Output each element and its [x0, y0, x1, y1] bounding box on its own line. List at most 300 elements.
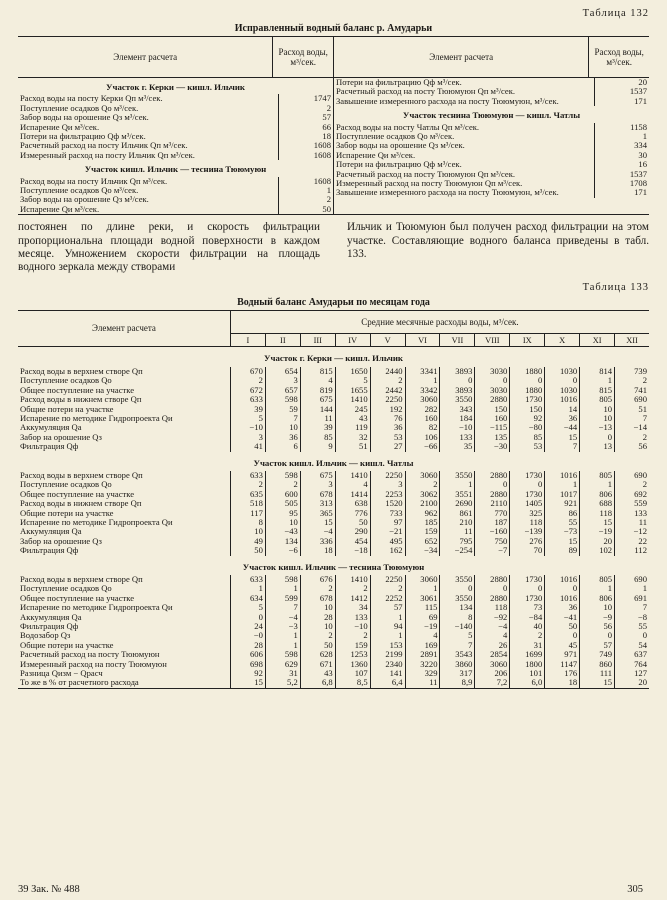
- t133-cell: 5,2: [265, 678, 300, 688]
- t133-cell: 518: [230, 499, 265, 508]
- t133-cell: 325: [510, 509, 545, 518]
- t133-cell: −0: [230, 631, 265, 640]
- t132-row-label-text: Завышение измеренного расхода на посту Тююмуюн, м³/сек.: [335, 188, 559, 198]
- t133-cell: 3: [370, 480, 405, 489]
- t133-cell: 1017: [545, 490, 580, 499]
- t133-cell: 73: [510, 603, 545, 612]
- t132-row-value: 1537: [595, 87, 650, 96]
- t133-cell: 5: [335, 376, 370, 385]
- t133-cell: −7: [475, 546, 510, 555]
- t132-row: [18, 160, 333, 176]
- t132-row-label: [18, 195, 278, 204]
- t133-cell: 1800: [510, 660, 545, 669]
- t132-row-label: [334, 160, 595, 169]
- t133-cell: −115: [475, 423, 510, 432]
- t133-cell: −10: [335, 622, 370, 631]
- t133-cell: −92: [475, 613, 510, 622]
- t133-cell: −140: [440, 622, 475, 631]
- t133-cell: 89: [545, 546, 580, 555]
- table-133: [18, 310, 649, 688]
- t133-cell: 638: [335, 499, 370, 508]
- t133-cell: 31: [510, 641, 545, 650]
- t133-cell: 206: [475, 669, 510, 678]
- t133-cell: 815: [300, 367, 335, 376]
- t132-row-label-text: Забор воды на орошение Qз м³/сек.: [335, 141, 465, 151]
- t132-row-value: 2: [278, 195, 333, 204]
- t133-cell: 144: [300, 405, 335, 414]
- t133-cell: 3060: [405, 471, 440, 480]
- t133-cell: 971: [545, 650, 580, 659]
- t133-cell: 36: [370, 423, 405, 432]
- t133-month-header: XI: [580, 334, 615, 347]
- t133-cell: 2: [510, 631, 545, 640]
- t132-section-title: Участок кишл. Ильчик — теснина Тююмуюн: [84, 164, 267, 175]
- t133-cell: 2690: [440, 499, 475, 508]
- t133-cell: 0: [475, 480, 510, 489]
- t133-cell: 0: [580, 631, 615, 640]
- t133-cell: 276: [510, 537, 545, 546]
- t133-cell: 921: [545, 499, 580, 508]
- t133-cell: 36: [265, 433, 300, 442]
- table-133-title: Водный баланс Амударьи по месяцам года: [237, 297, 430, 309]
- t133-cell: 495: [370, 537, 405, 546]
- t133-cell: 127: [615, 669, 649, 678]
- t132-row: [334, 97, 649, 106]
- t133-cell: 141: [370, 669, 405, 678]
- t133-cell: 3550: [440, 594, 475, 603]
- t133-cell: 454: [335, 537, 370, 546]
- t132-row-label-text: Забор воды на орошение Qз м³/сек.: [20, 195, 149, 205]
- t133-cell: 10: [265, 518, 300, 527]
- t133-cell: 11: [300, 414, 335, 423]
- t133-cell: 15: [580, 678, 615, 688]
- t133-cell: 861: [440, 509, 475, 518]
- t133-row-label: Расход воды в верхнем створе Qп: [20, 365, 143, 376]
- t133-cell: 153: [370, 641, 405, 650]
- t133-cell: 0: [545, 584, 580, 593]
- t133-cell: 7: [615, 414, 649, 423]
- t133-cell: 7: [545, 442, 580, 451]
- t132-section-title: Участок г. Керки — кишл. Ильчик: [106, 82, 245, 92]
- t133-cell: 2: [370, 376, 405, 385]
- t132-row: [18, 195, 333, 204]
- t133-cell: 1030: [545, 386, 580, 395]
- t132-row-label-text: Измеренный расход на посту Ильчик Qп м³/сек.: [20, 150, 195, 160]
- t133-cell: 633: [230, 471, 265, 480]
- t133-cell: 2880: [475, 594, 510, 603]
- t133-cell: 7,2: [475, 678, 510, 688]
- t133-cell: 1016: [545, 395, 580, 404]
- t133-cell: 1147: [545, 660, 580, 669]
- t132-row-label: [334, 170, 595, 179]
- t132-row: [18, 104, 333, 113]
- t133-cell: 4: [335, 480, 370, 489]
- t133-cell: −6: [265, 546, 300, 555]
- t132-row-value: 20: [595, 78, 650, 87]
- t133-cell: 10: [230, 527, 265, 536]
- t133-cell: 2880: [475, 395, 510, 404]
- t133-table-row: [18, 527, 649, 536]
- t133-cell: 185: [405, 518, 440, 527]
- t133-cell: 1253: [335, 650, 370, 659]
- t132-header-value-right: Расход воды, м³/сек.: [589, 37, 649, 78]
- body-text-right: Ильчик и Тююмуюн был получен расход фильтрации на этом участке. Составляющие водного баланса приведены в табл. 133.: [347, 221, 649, 260]
- t133-cell: 678: [300, 490, 335, 499]
- t133-table-row: [18, 471, 649, 480]
- t133-cell: −84: [510, 613, 545, 622]
- t133-cell: 45: [545, 641, 580, 650]
- t133-cell: 690: [615, 471, 649, 480]
- t133-cell: 0: [580, 433, 615, 442]
- t133-table-row: [18, 678, 649, 688]
- t132-row-label-text: Испарение Qи м³/сек.: [20, 122, 100, 132]
- t133-cell: 1: [545, 480, 580, 489]
- t133-cell: 119: [335, 423, 370, 432]
- t133-month-header: VII: [440, 334, 475, 347]
- t133-section-row: [18, 347, 649, 367]
- t133-cell: 10: [580, 414, 615, 423]
- t133-cell: 2854: [475, 650, 510, 659]
- t132-row: [334, 141, 649, 150]
- t133-cell: 56: [615, 442, 649, 451]
- t133-cell: 2: [615, 433, 649, 442]
- t133-cell: 27: [370, 442, 405, 451]
- t133-table-row: [18, 442, 649, 451]
- t132-row-label: [18, 132, 278, 141]
- t133-cell: 50: [335, 518, 370, 527]
- t133-cell: 1699: [510, 650, 545, 659]
- t133-cell: 22: [615, 537, 649, 546]
- t133-cell: 3030: [475, 386, 510, 395]
- t132-row: [334, 87, 649, 96]
- t132-row-label-text: Расчетный расход на посту Ильчик Qп м³/сек.: [20, 141, 188, 151]
- t132-row-label: [18, 104, 278, 113]
- t133-cell: −254: [440, 546, 475, 555]
- t132-row-value: 1708: [595, 179, 650, 188]
- t133-cell: −8: [615, 613, 649, 622]
- t133-cell: 1730: [510, 471, 545, 480]
- t133-cell: 95: [265, 509, 300, 518]
- t133-cell: 6,0: [510, 678, 545, 688]
- t132-row-value: 1: [278, 186, 333, 195]
- t133-cell: 1730: [510, 575, 545, 584]
- t133-cell: 598: [265, 395, 300, 404]
- t132-row-label: [334, 179, 595, 188]
- t133-cell: 169: [405, 641, 440, 650]
- t133-cell: 634: [230, 594, 265, 603]
- body-text: [18, 221, 649, 274]
- t133-cell: 2110: [475, 499, 510, 508]
- t133-cell: 1655: [335, 386, 370, 395]
- t133-cell: 15: [230, 678, 265, 688]
- t133-cell: 0: [440, 584, 475, 593]
- t133-cell: 692: [615, 490, 649, 499]
- t133-row-label: Расход воды в нижнем створе Qп: [20, 394, 142, 405]
- t133-row-label: Общие потери на участке: [20, 403, 114, 414]
- t133-cell: 676: [300, 575, 335, 584]
- t133-cell: 654: [265, 367, 300, 376]
- t132-row: [18, 78, 333, 94]
- t133-cell: 1880: [510, 386, 545, 395]
- t133-cell: 1: [615, 584, 649, 593]
- t133-cell: 57: [370, 603, 405, 612]
- t133-cell: 15: [300, 518, 335, 527]
- body-text-left: постоянен по длине реки, и скорость фильтрации пропорциональна площади водной поверхности в каждом месяце. Умножением скорости фильтрации на площадь водного зеркала между створами: [18, 221, 320, 274]
- t132-row-label: [18, 151, 278, 160]
- t133-cell: 690: [615, 575, 649, 584]
- t132-row-label: [334, 123, 595, 132]
- t133-cell: 0: [545, 631, 580, 640]
- t133-cell: 814: [580, 367, 615, 376]
- t133-cell: 39: [300, 423, 335, 432]
- t133-cell: −3: [265, 622, 300, 631]
- t133-cell: 55: [615, 622, 649, 631]
- t133-cell: 10: [580, 603, 615, 612]
- t132-left-column: [18, 78, 333, 214]
- t133-cell: 598: [265, 575, 300, 584]
- t132-row-label: [18, 123, 278, 132]
- t133-cell: 85: [300, 433, 335, 442]
- t132-row-value: 1608: [278, 151, 333, 160]
- t133-cell: 1520: [370, 499, 405, 508]
- t132-row: [18, 151, 333, 160]
- page-footer: [18, 884, 649, 895]
- t133-cell: 0: [510, 584, 545, 593]
- t133-cell: 53: [510, 442, 545, 451]
- t132-row: [18, 123, 333, 132]
- t133-cell: 133: [440, 433, 475, 442]
- t133-cell: 4: [300, 376, 335, 385]
- t133-cell: 805: [580, 575, 615, 584]
- t133-cell: 1730: [510, 395, 545, 404]
- t132-row-label: [334, 141, 595, 150]
- t133-cell: 606: [230, 650, 265, 659]
- t133-cell: 18: [300, 546, 335, 555]
- t133-cell: 2880: [475, 575, 510, 584]
- t133-cell: 3893: [440, 367, 475, 376]
- t133-cell: 6: [265, 442, 300, 451]
- t132-row-label-text: Поступление осадков Qо м³/сек.: [20, 186, 139, 196]
- t133-cell: 26: [475, 641, 510, 650]
- t133-cell: 559: [615, 499, 649, 508]
- document-page: [18, 8, 649, 895]
- t133-cell: 9: [300, 442, 335, 451]
- t133-table-row: [18, 433, 649, 442]
- t133-cell: 101: [510, 669, 545, 678]
- t132-row-value: 30: [595, 151, 650, 160]
- t133-cell: 819: [300, 386, 335, 395]
- t133-cell: 3550: [440, 395, 475, 404]
- t132-row-label-text: Поступление осадков Qо м³/сек.: [335, 132, 455, 142]
- t133-cell: 160: [405, 414, 440, 423]
- t133-cell: 635: [230, 490, 265, 499]
- t133-cell: 290: [335, 527, 370, 536]
- t133-cell: 54: [615, 641, 649, 650]
- t133-cell: 329: [405, 669, 440, 678]
- t133-cell: 805: [580, 395, 615, 404]
- t133-cell: 2440: [370, 367, 405, 376]
- t133-table-row: [18, 546, 649, 555]
- t133-cell: 2252: [370, 594, 405, 603]
- t132-row: [18, 141, 333, 150]
- t133-cell: 210: [440, 518, 475, 527]
- t133-month-header: I: [230, 334, 265, 347]
- t132-row: [18, 205, 333, 214]
- t133-cell: 505: [265, 499, 300, 508]
- t132-row-label-text: Испарение Qи м³/сек.: [335, 150, 416, 160]
- table-132-label: Таблица 132: [582, 8, 649, 19]
- t133-cell: 675: [300, 395, 335, 404]
- t133-cell: −19: [580, 527, 615, 536]
- t133-cell: 102: [580, 546, 615, 555]
- t133-cell: 35: [440, 442, 475, 451]
- t132-row-label-text: Испарение Qи м³/сек.: [20, 204, 100, 214]
- t132-row-label-text: Потери на фильтрацию Qф м³/сек.: [20, 132, 146, 142]
- t133-cell: 2: [300, 631, 335, 640]
- t133-cell: 3: [230, 433, 265, 442]
- t132-row: [18, 186, 333, 195]
- t133-month-header: XII: [615, 334, 649, 347]
- t133-cell: 5: [230, 603, 265, 612]
- t133-cell: 43: [335, 414, 370, 423]
- t133-cell: 11: [440, 527, 475, 536]
- t133-cell: 92: [510, 414, 545, 423]
- t133-cell: 1730: [510, 594, 545, 603]
- t132-row: [334, 160, 649, 169]
- t133-cell: 15: [580, 518, 615, 527]
- t133-row-label: Разница Qизм − Qрасч: [20, 668, 103, 679]
- t133-cell: 2250: [370, 471, 405, 480]
- t133-cell: 3: [265, 376, 300, 385]
- t132-row: [334, 151, 649, 160]
- t133-table-row: [18, 613, 649, 622]
- t133-cell: 1: [440, 480, 475, 489]
- t132-row-value: 1537: [595, 170, 650, 179]
- t132-row-label-text: Забор воды на орошение Qз м³/сек.: [20, 113, 149, 123]
- t132-row: [334, 132, 649, 141]
- t133-cell: 3060: [475, 660, 510, 669]
- t133-cell: 97: [370, 518, 405, 527]
- t133-cell: 106: [405, 433, 440, 442]
- t133-cell: 1016: [545, 471, 580, 480]
- t133-cell: 691: [615, 594, 649, 603]
- t133-cell: 1: [405, 376, 440, 385]
- t133-cell: 133: [615, 509, 649, 518]
- t132-row-label-text: Расчетный расход на посту Тююмуюн Qп м³/сек.: [335, 169, 516, 179]
- t132-row-value: 1158: [595, 123, 650, 132]
- t133-cell: 10: [580, 405, 615, 414]
- t133-row-label: Фильтрация Qф: [20, 621, 79, 632]
- t133-cell: 107: [335, 669, 370, 678]
- t133-row-label: Забор на орошение Qз: [20, 431, 102, 442]
- t133-cell: 150: [510, 405, 545, 414]
- t133-cell: 1: [580, 584, 615, 593]
- t133-cell: 2100: [405, 499, 440, 508]
- t133-cell: 313: [300, 499, 335, 508]
- t133-cell: 10: [300, 622, 335, 631]
- t133-cell: 36: [545, 603, 580, 612]
- t133-row-label: То же в % от расчетного расхода: [20, 677, 139, 688]
- t133-cell: 1410: [335, 471, 370, 480]
- t133-cell: −19: [405, 622, 440, 631]
- t133-cell: 0: [440, 376, 475, 385]
- t132-row-label: [334, 151, 595, 160]
- t133-cell: 1016: [545, 594, 580, 603]
- t133-cell: 5: [230, 414, 265, 423]
- t133-cell: 1650: [335, 367, 370, 376]
- t133-cell: 806: [580, 594, 615, 603]
- t133-cell: 2: [300, 584, 335, 593]
- t133-cell: 1360: [335, 660, 370, 669]
- t133-cell: 18: [545, 678, 580, 688]
- t133-month-header: VIII: [475, 334, 510, 347]
- t133-cell: 20: [615, 678, 649, 688]
- t133-cell: 6,8: [300, 678, 335, 688]
- t133-cell: 135: [475, 433, 510, 442]
- t133-cell: 1410: [335, 575, 370, 584]
- t132-row-value: 1747: [278, 94, 333, 103]
- t132-row-value: 1608: [278, 141, 333, 150]
- t133-cell: 1: [230, 584, 265, 593]
- t133-row-label: Расход воды в верхнем створе Qп: [20, 574, 143, 584]
- t133-month-header: V: [370, 334, 405, 347]
- t132-header-element-left: Элемент расчета: [18, 37, 273, 78]
- t133-row-label: Испарение по методике Гидропроекта Qи: [20, 412, 173, 423]
- t133-row-label: Фильтрация Qф: [20, 545, 79, 556]
- t133-cell: 1: [265, 641, 300, 650]
- t132-row-label-text: Расчетный расход на посту Тююмуюн Qп м³/сек.: [335, 87, 516, 97]
- t133-cell: 2: [335, 584, 370, 593]
- t133-cell: 14: [545, 405, 580, 414]
- t133-cell: 49: [230, 537, 265, 546]
- t133-cell: 8: [440, 613, 475, 622]
- t133-cell: 1730: [510, 490, 545, 499]
- t133-cell: 2442: [370, 386, 405, 395]
- t133-cell: 0: [510, 480, 545, 489]
- t133-row-label: Общее поступление на участке: [20, 384, 135, 395]
- t133-row-label: Забор на орошение Qз: [20, 535, 102, 546]
- t133-month-header: III: [300, 334, 335, 347]
- t133-cell: 2199: [370, 650, 405, 659]
- t133-cell: 57: [580, 641, 615, 650]
- t133-cell: 637: [615, 650, 649, 659]
- t133-cell: 1016: [545, 575, 580, 584]
- t132-row-label-text: Потери на фильтрацию Qф м³/сек.: [335, 78, 462, 87]
- t133-cell: 770: [475, 509, 510, 518]
- t133-cell: 2891: [405, 650, 440, 659]
- t133-row-label: Общие потери на участке: [20, 639, 114, 650]
- table-133-label: Таблица 133: [582, 282, 649, 294]
- t133-cell: 117: [230, 509, 265, 518]
- t133-cell: 3061: [405, 594, 440, 603]
- t133-cell: 10: [265, 423, 300, 432]
- t133-cell: 34: [335, 603, 370, 612]
- t133-cell: 7: [615, 603, 649, 612]
- t133-month-header: II: [265, 334, 300, 347]
- t132-row-label-text: Измеренный расход на посту Тююмуюн Qп м³/сек.: [335, 179, 523, 189]
- t133-cell: 3893: [440, 386, 475, 395]
- t132-row-value: 334: [595, 141, 650, 150]
- page-number: 305: [627, 884, 643, 895]
- t133-cell: 50: [300, 641, 335, 650]
- t133-cell: −30: [475, 442, 510, 451]
- t133-row-label: Поступление осадков Qо: [20, 479, 112, 490]
- t133-cell: −4: [300, 527, 335, 536]
- t133-cell: −12: [615, 527, 649, 536]
- t132-row-label-text: Потери на фильтрацию Qф м³/сек.: [335, 160, 462, 170]
- t133-cell: 31: [265, 669, 300, 678]
- t133-cell: 1405: [510, 499, 545, 508]
